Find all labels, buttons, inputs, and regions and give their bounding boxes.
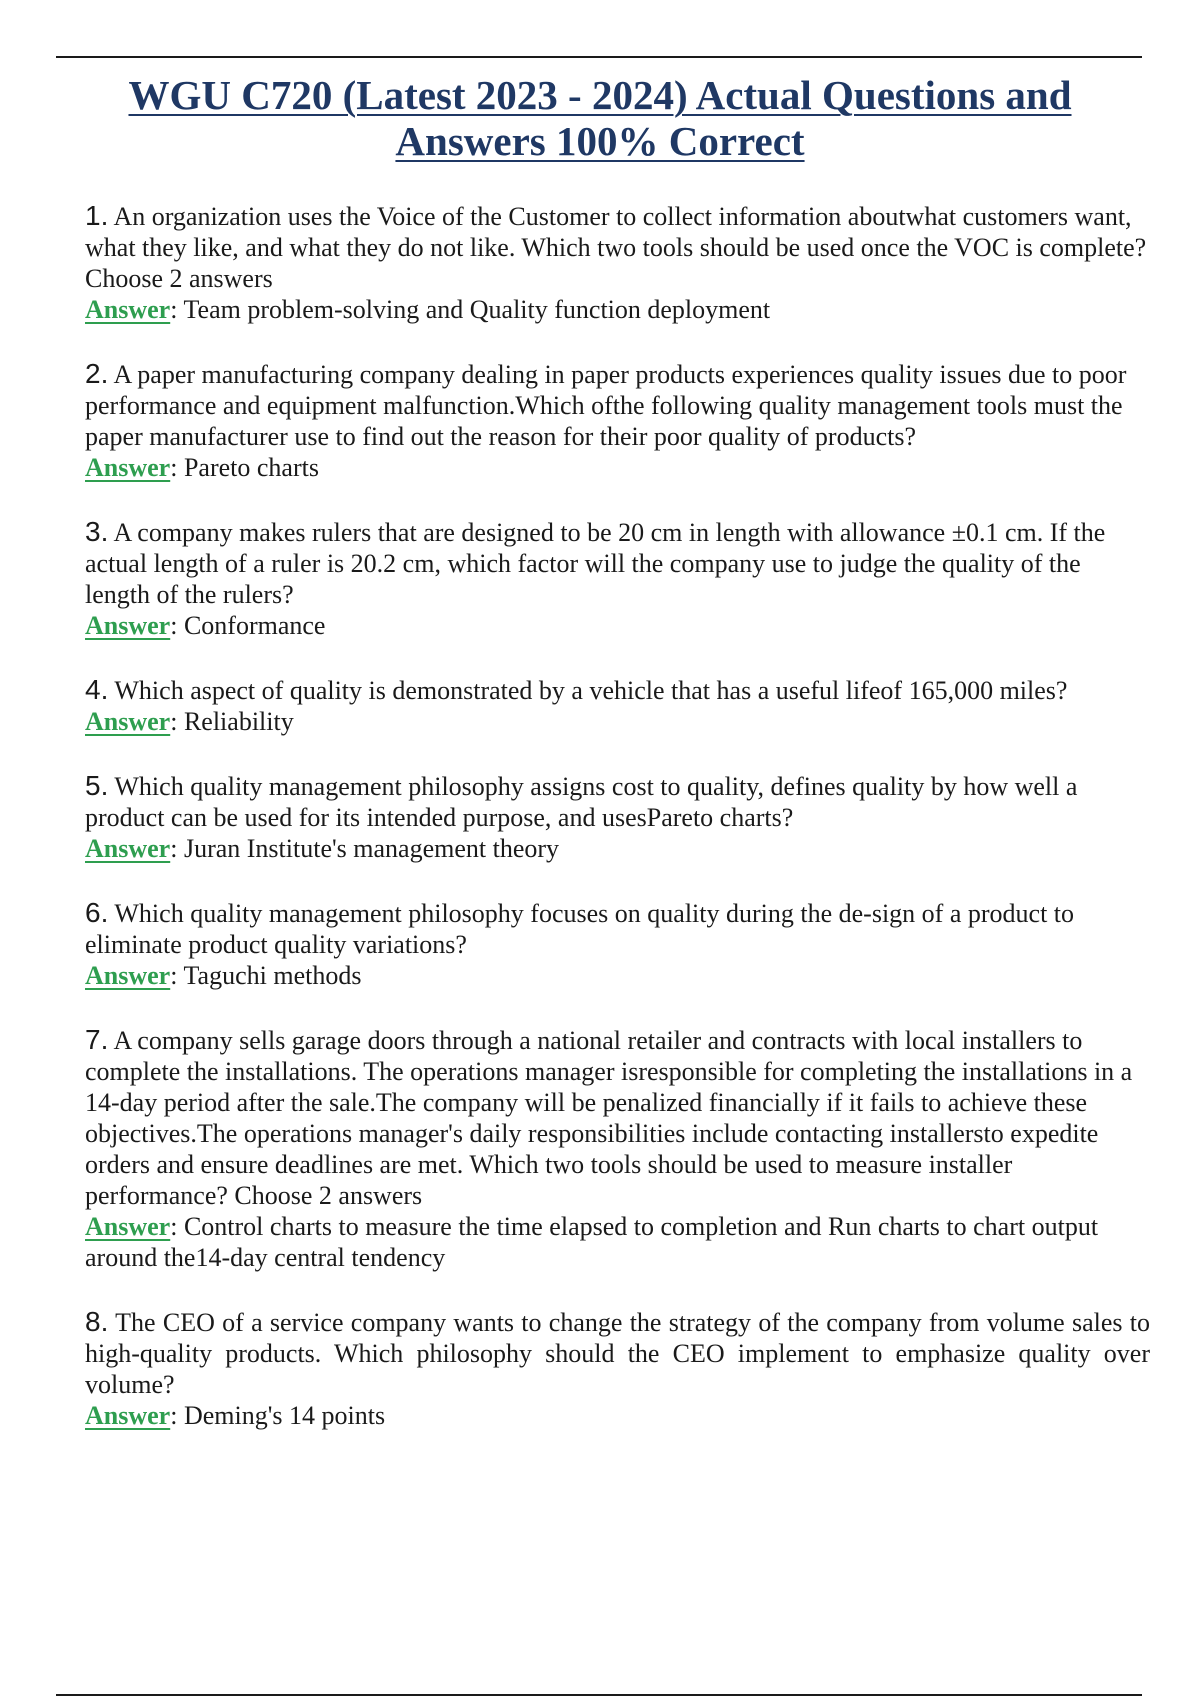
answer-text: Conformance [183,611,326,640]
answer [85,833,1150,864]
answer-text: Juran Institute's management theory [183,834,560,863]
question [85,770,1150,833]
question-text: Which quality management philosophy assigns cost to quality, defines quality by how well a product can be used for its intended purpose, and usesPareto charts? [85,772,1078,832]
question-number: 3. [85,516,109,547]
answer-separator: : [170,1212,184,1241]
question-text: Which aspect of quality is demonstrated by a vehicle that has a useful lifeof 165,000 miles? [114,676,1068,705]
question-text: A paper manufacturing company dealing in paper products experiences quality issues due to poor performance and equipment malfunction.Which ofthe following quality management tools must the paper manufacturer use to find out the reason for their poor quality of products? [85,360,1127,451]
answer-text: Reliability [183,707,294,736]
qa-item [85,1024,1150,1273]
qa-item [85,674,1150,737]
question-text: A company makes rulers that are designed to be 20 cm in length with allowance ±0.1 cm. If the actual length of a ruler is 20.2 cm, which factor will the company use to judge the quality of the length of the rulers? [85,518,1106,609]
question [85,897,1150,960]
title-line-1: WGU C720 (Latest 2023 - 2024) Actual Questions and [128,72,1072,118]
answer [85,452,1150,483]
answer-label: Answer [85,961,171,990]
page-title [100,72,1100,164]
question-number: 6. [85,897,109,928]
question-number: 8. [85,1306,109,1337]
answer-separator: : [170,453,184,482]
answer-label: Answer [85,453,171,482]
answer [85,960,1150,991]
question-text: An organization uses the Voice of the Customer to collect information aboutwhat customers want, what they like, and what they do not like. Which two tools should be used once the VOC is complete? Choose 2 answers [85,202,1147,293]
question [85,674,1150,706]
question [85,200,1150,294]
question-text: The CEO of a service company wants to change the strategy of the company from volume sales to high-quality products. Which philosophy should the CEO implement to emphasize quality over volume? [85,1308,1150,1399]
answer-label: Answer [85,834,171,863]
question [85,358,1150,452]
answer-separator: : [170,707,184,736]
answer-separator: : [170,834,184,863]
bottom-rule [56,1694,1142,1696]
question-number: 1. [85,200,109,231]
qa-item [85,516,1150,641]
top-rule [56,56,1142,58]
answer-text: Control charts to measure the time elapsed to completion and Run charts to chart output around the14-day central tendency [85,1212,1099,1272]
answer-separator: : [170,295,184,324]
answer-label: Answer [85,295,171,324]
answer [85,294,1150,325]
answer-separator: : [170,611,184,640]
question-text: A company sells garage doors through a national retailer and contracts with local installers to complete the installations. The operations manager isresponsible for completing the installations in a 14-day period after the sale.The company will be penalized financially if it fails to achieve these objectives.The operations manager's daily responsibilities include contacting installersto expedite orders and ensure deadlines are met. Which two tools should be used to measure installer performance? Choose 2 answers [85,1026,1133,1210]
question-number: 5. [85,770,109,801]
title-line-2: Answers 100% Correct [395,118,805,164]
qa-item [85,770,1150,864]
answer-text: Pareto charts [183,453,319,482]
question [85,1024,1150,1211]
answer-text: Team problem-solving and Quality function deployment [183,295,771,324]
question-number: 4. [85,674,109,705]
answer-label: Answer [85,1212,171,1241]
qa-list [85,200,1150,1464]
answer-label: Answer [85,611,171,640]
answer-label: Answer [85,707,171,736]
question-number: 2. [85,358,109,389]
qa-item [85,897,1150,991]
answer-separator: : [170,961,184,990]
answer [85,1400,1150,1431]
question-number: 7. [85,1024,109,1055]
qa-item [85,1306,1150,1431]
question [85,1306,1150,1400]
answer-text: Deming's 14 points [183,1401,386,1430]
qa-item [85,200,1150,325]
qa-item [85,358,1150,483]
answer [85,610,1150,641]
answer [85,706,1150,737]
answer [85,1211,1150,1273]
answer-text: Taguchi methods [183,961,362,990]
question [85,516,1150,610]
answer-separator: : [170,1401,184,1430]
answer-label: Answer [85,1401,171,1430]
question-text: Which quality management philosophy focuses on quality during the de-sign of a product to eliminate product quality variations? [85,899,1075,959]
